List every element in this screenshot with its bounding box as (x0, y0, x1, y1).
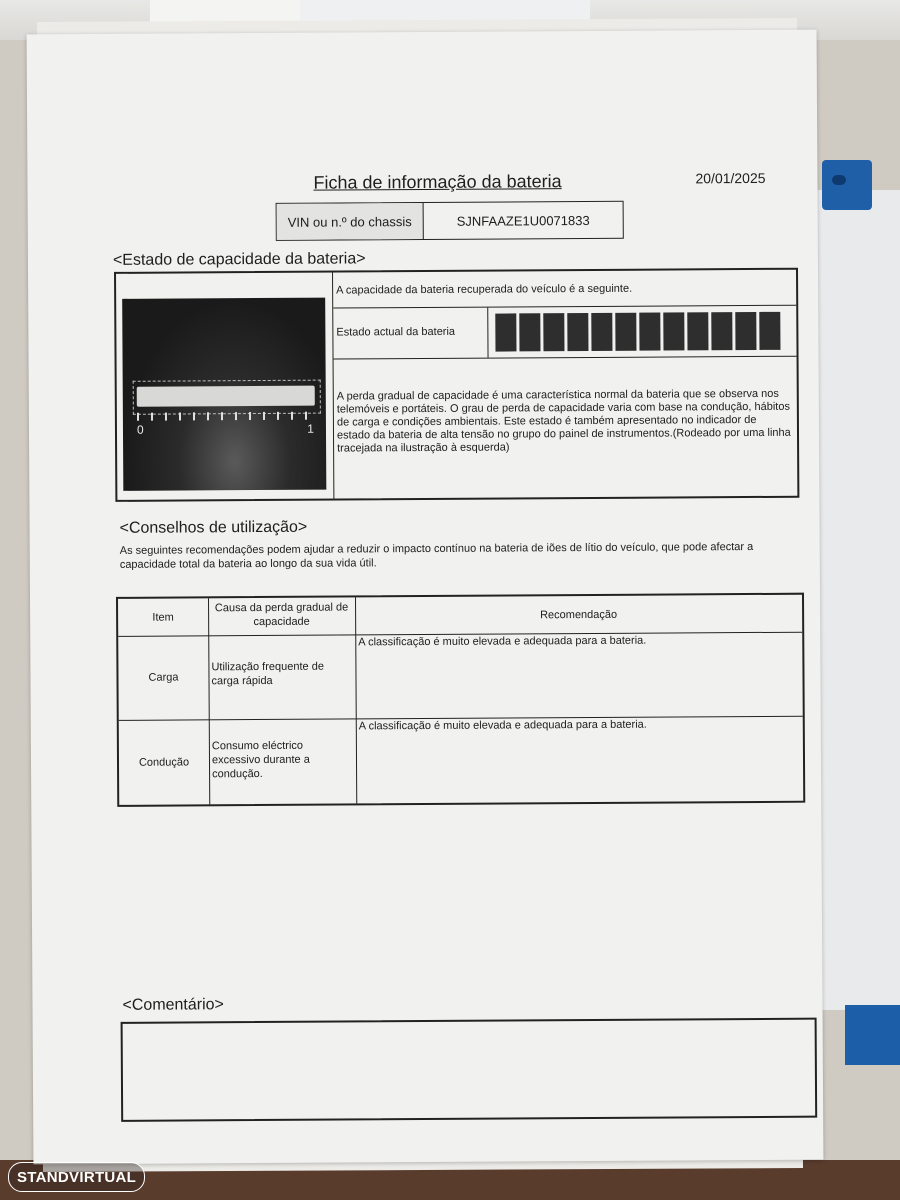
vin-table (276, 201, 624, 241)
standvirtual-watermark: STANDVIRTUAL (8, 1162, 145, 1192)
row2-item: Condução (138, 755, 190, 769)
battery-segment (519, 313, 540, 351)
battery-segment (711, 312, 732, 350)
row2-recommendation: A classificação é muito elevada e adequada para a bateria. (358, 718, 647, 733)
gauge-ticks (137, 412, 315, 421)
gauge-min-label: 0 (136, 422, 144, 437)
row1-cause: Utilização frequente de carga rápida (211, 660, 324, 688)
battery-segment (591, 313, 612, 351)
battery-segment (495, 313, 516, 351)
header-recommendation: Recomendação (540, 608, 618, 621)
row2-cause: Consumo eléctrico excessivo durante a condução. (211, 739, 310, 781)
comment-heading: <Comentário> (122, 996, 224, 1014)
header-item: Item (152, 611, 174, 624)
vin-value: SJNFAAZE1U0071833 (456, 212, 590, 229)
battery-segment (567, 313, 588, 351)
capacity-intro: A capacidade da bateria recuperada do veículo é a seguinte. (333, 270, 796, 309)
battery-segment (615, 313, 636, 351)
row1-item: Carga (148, 671, 179, 684)
gauge-max-label: 1 (307, 421, 315, 436)
battery-gauge-photo (122, 298, 326, 491)
vin-label: VIN ou n.º do chassis (277, 203, 424, 240)
capacity-heading: <Estado de capacidade da bateria> (112, 250, 366, 269)
advice-heading: <Conselhos de utilização> (119, 518, 308, 537)
battery-state-label: Estado actual da bateria (336, 325, 456, 339)
battery-segment (663, 312, 684, 350)
comment-box (121, 1018, 818, 1122)
page-title: Ficha de informação da bateria (313, 171, 562, 193)
battery-segment (543, 313, 564, 351)
battery-info-sheet (27, 30, 824, 1165)
capacity-box (114, 268, 799, 502)
battery-segment (639, 313, 660, 351)
battery-state-segments (487, 306, 796, 358)
capacity-details (332, 270, 797, 499)
battery-state-row (333, 306, 796, 360)
binder-edge (845, 1005, 900, 1065)
battery-segment (759, 312, 780, 350)
row1-recommendation: A classificação é muito elevada e adequada para a bateria. (358, 634, 647, 649)
advice-table (116, 593, 805, 807)
header-cause: Causa da perda gradual de capacidade (214, 601, 349, 629)
gauge-bar (137, 386, 315, 407)
binder-clip (822, 160, 872, 210)
battery-segment (735, 312, 756, 350)
battery-segment (687, 312, 708, 350)
capacity-description: A perda gradual de capacidade é uma característica normal da bateria que se observa nos telemóveis e portáteis. O grau de perda de capacidade varia com base na condução, hábitos de carga e condições ambientais. Este estado é também apresentado no indicador de estado da bateria de alta tensão no grupo do painel de instrumentos.(Rodeado por uma linha tracejada na ilustração à esquerda) (336, 387, 791, 455)
document-date: 20/01/2025 (695, 169, 766, 187)
advice-intro: As seguintes recomendações podem ajudar a reduzir o impacto contínuo na bateria de iões de lítio do veículo, que pode afectar a capacidade total da bateria ao longo da sua vida útil. (119, 540, 754, 571)
